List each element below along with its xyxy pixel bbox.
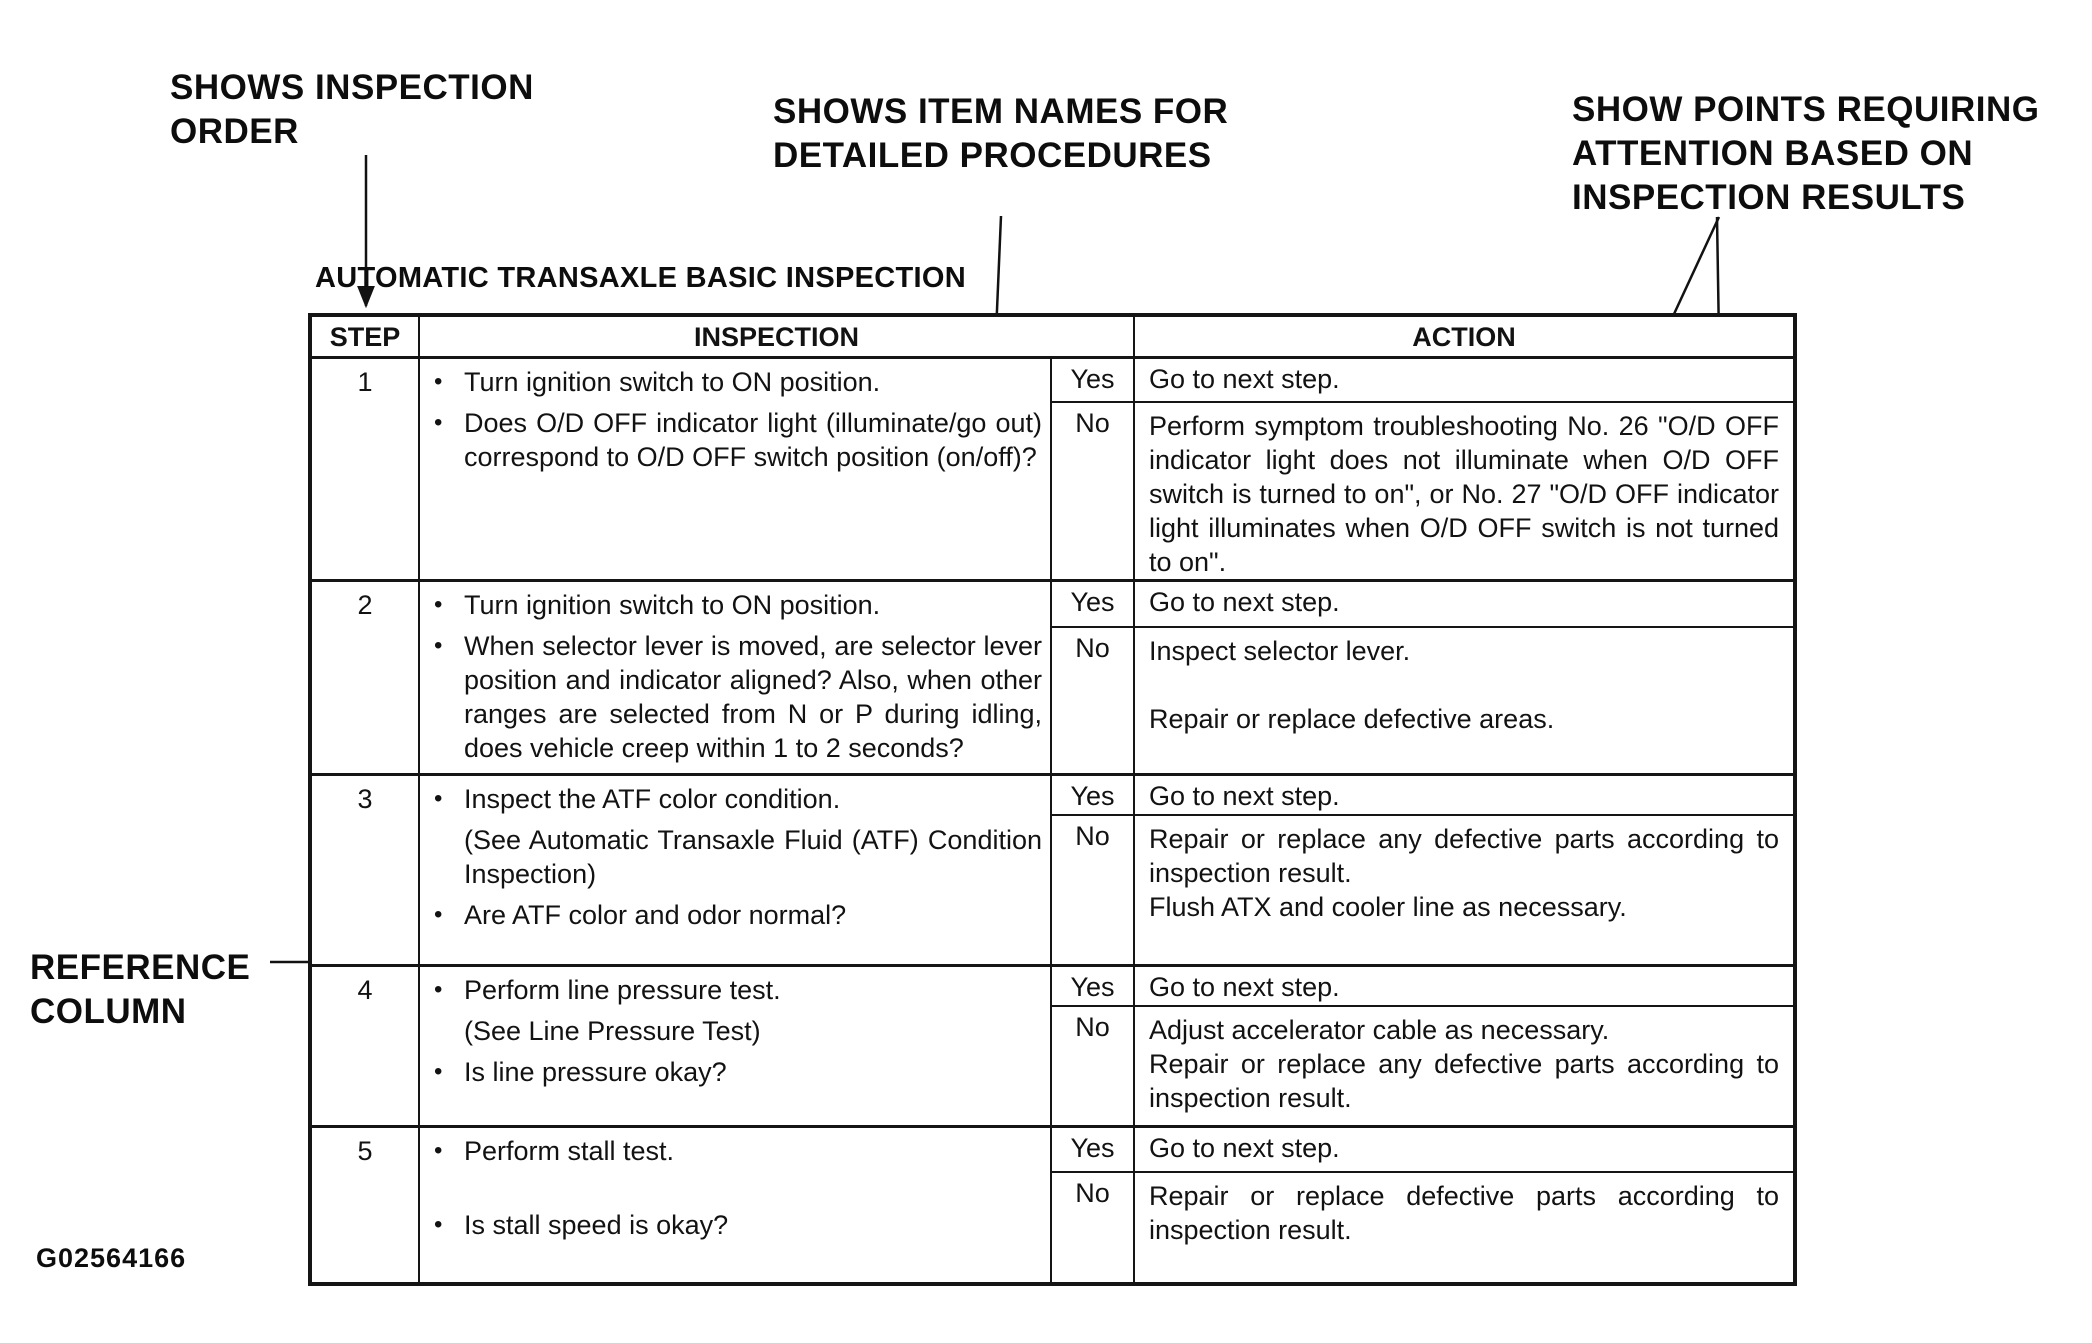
inspection-item bbox=[434, 1014, 1042, 1048]
table-row bbox=[312, 773, 1793, 964]
table-row bbox=[312, 579, 1793, 773]
callout-line: SHOWS INSPECTION bbox=[170, 68, 534, 107]
no-action-cell bbox=[1135, 1173, 1793, 1282]
bullet-icon: • bbox=[434, 409, 443, 436]
yes-label-cell: Yes bbox=[1052, 967, 1135, 1007]
no-label-cell: No bbox=[1052, 1007, 1135, 1125]
step-cell: 2 bbox=[312, 582, 420, 773]
bullet-icon: • bbox=[434, 1137, 443, 1164]
header-step: STEP bbox=[312, 317, 420, 356]
inspection-item bbox=[434, 588, 1042, 622]
bullet-icon: • bbox=[434, 1058, 443, 1085]
bullet-spacer bbox=[434, 823, 464, 891]
table-row bbox=[312, 1125, 1793, 1282]
action-text: Perform symptom troubleshooting No. 26 "O/D OFF indicator light does not illuminate when O/D OFF switch is turned to on", or No. 27 "O/D OFF indicator light illuminates when O/D OFF switch is not turned to on". bbox=[1149, 411, 1779, 577]
inspection-text: (See Automatic Transaxle Fluid (ATF) Condition Inspection) bbox=[464, 825, 1042, 889]
inspection-cell bbox=[420, 967, 1052, 1125]
bullet-spacer bbox=[434, 1014, 464, 1048]
yes-label-cell: Yes bbox=[1052, 359, 1135, 403]
bullet-icon: • bbox=[434, 1211, 443, 1238]
no-action-cell bbox=[1135, 1007, 1793, 1125]
action-text: Repair or replace defective areas. bbox=[1149, 704, 1555, 734]
inspection-text: Is stall speed is okay? bbox=[464, 1210, 729, 1240]
bullet-icon: • bbox=[434, 632, 443, 659]
callout-line: ORDER bbox=[170, 112, 299, 151]
inspection-text: When selector lever is moved, are selector lever position and indicator aligned? Also, when other ranges are selected from N or P during idling, does vehicle creep within 1 to 2 seconds? bbox=[464, 631, 1042, 763]
inspection-text: Does O/D OFF indicator light (illuminate/go out) correspond to O/D OFF switch position (on/off)? bbox=[464, 408, 1042, 472]
callout-line: REFERENCE bbox=[30, 948, 251, 987]
callout-reference-column bbox=[30, 946, 250, 1034]
header-action: ACTION bbox=[1412, 322, 1516, 352]
action-text: Repair or replace defective parts according to inspection result. bbox=[1149, 1181, 1779, 1245]
table-title: AUTOMATIC TRANSAXLE BASIC INSPECTION bbox=[315, 262, 966, 294]
step-cell: 1 bbox=[312, 359, 420, 579]
inspection-text: Inspect the ATF color condition. bbox=[464, 784, 841, 814]
inspection-item bbox=[434, 782, 1042, 816]
yes-action-cell bbox=[1135, 776, 1793, 816]
table-body bbox=[312, 356, 1793, 1282]
bullet-icon: • bbox=[434, 785, 443, 812]
action-text: Go to next step. bbox=[1149, 781, 1340, 811]
bullet-icon: • bbox=[434, 901, 443, 928]
inspection-item bbox=[434, 406, 1042, 474]
header-inspection: INSPECTION bbox=[420, 317, 1135, 356]
table-row bbox=[312, 964, 1793, 1125]
inspection-item bbox=[434, 973, 1042, 1007]
callout-line: SHOW POINTS REQUIRING bbox=[1572, 90, 2040, 129]
action-text: Flush ATX and cooler line as necessary. bbox=[1149, 892, 1627, 922]
step-cell: 3 bbox=[312, 776, 420, 964]
yes-action-cell bbox=[1135, 359, 1793, 403]
callout-line: INSPECTION RESULTS bbox=[1572, 178, 1966, 217]
action-text: Repair or replace any defective parts according to inspection result. bbox=[1149, 1049, 1779, 1113]
inspection-text: Perform stall test. bbox=[464, 1136, 675, 1166]
no-action-cell bbox=[1135, 628, 1793, 773]
yes-action-cell bbox=[1135, 1128, 1793, 1173]
action-text: Adjust accelerator cable as necessary. bbox=[1149, 1015, 1610, 1045]
action-text: Go to next step. bbox=[1149, 364, 1340, 394]
inspection-text: Turn ignition switch to ON position. bbox=[464, 367, 881, 397]
step-cell: 4 bbox=[312, 967, 420, 1125]
no-label-cell: No bbox=[1052, 628, 1135, 773]
callout-attention-points bbox=[1572, 88, 2039, 220]
inspection-item bbox=[434, 1055, 1042, 1089]
bullet-icon: • bbox=[434, 976, 443, 1003]
no-action-cell bbox=[1135, 816, 1793, 964]
inspection-item bbox=[434, 629, 1042, 765]
no-label-cell: No bbox=[1052, 403, 1135, 579]
inspection-text: Turn ignition switch to ON position. bbox=[464, 590, 881, 620]
table-header-row bbox=[312, 317, 1793, 356]
action-text: Repair or replace any defective parts according to inspection result. bbox=[1149, 824, 1779, 888]
inspection-text: Are ATF color and odor normal? bbox=[464, 900, 847, 930]
no-label-cell: No bbox=[1052, 1173, 1135, 1282]
callout-inspection-order bbox=[170, 66, 534, 154]
no-label-cell: No bbox=[1052, 816, 1135, 964]
inspection-cell bbox=[420, 582, 1052, 773]
inspection-text: Is line pressure okay? bbox=[464, 1057, 727, 1087]
inspection-item bbox=[434, 1134, 1042, 1168]
callout-line: SHOWS ITEM NAMES FOR bbox=[773, 92, 1229, 131]
inspection-item bbox=[434, 365, 1042, 399]
inspection-cell bbox=[420, 776, 1052, 964]
yes-label-cell: Yes bbox=[1052, 776, 1135, 816]
inspection-item bbox=[434, 898, 1042, 932]
bullet-icon: • bbox=[434, 591, 443, 618]
no-action-cell bbox=[1135, 403, 1793, 579]
table-row bbox=[312, 356, 1793, 579]
inspection-cell bbox=[420, 1128, 1052, 1282]
callout-line: ATTENTION BASED ON bbox=[1572, 134, 1974, 173]
inspection-text: (See Line Pressure Test) bbox=[464, 1016, 761, 1046]
inspection-cell bbox=[420, 359, 1052, 579]
inspection-item bbox=[434, 823, 1042, 891]
callout-line: COLUMN bbox=[30, 992, 187, 1031]
figure-id: G02564166 bbox=[36, 1243, 187, 1273]
inspection-table bbox=[308, 313, 1797, 1286]
inspection-text: Perform line pressure test. bbox=[464, 975, 781, 1005]
action-text: Inspect selector lever. bbox=[1149, 636, 1411, 666]
step-cell: 5 bbox=[312, 1128, 420, 1282]
yes-action-cell bbox=[1135, 582, 1793, 628]
yes-label-cell: Yes bbox=[1052, 582, 1135, 628]
yes-label-cell: Yes bbox=[1052, 1128, 1135, 1173]
yes-action-cell bbox=[1135, 967, 1793, 1007]
inspection-item bbox=[434, 1208, 1042, 1242]
action-text: Go to next step. bbox=[1149, 1133, 1340, 1163]
callout-item-names bbox=[773, 90, 1228, 178]
callout-line: DETAILED PROCEDURES bbox=[773, 136, 1212, 175]
action-text: Go to next step. bbox=[1149, 587, 1340, 617]
bullet-icon: • bbox=[434, 368, 443, 395]
action-text: Go to next step. bbox=[1149, 972, 1340, 1002]
